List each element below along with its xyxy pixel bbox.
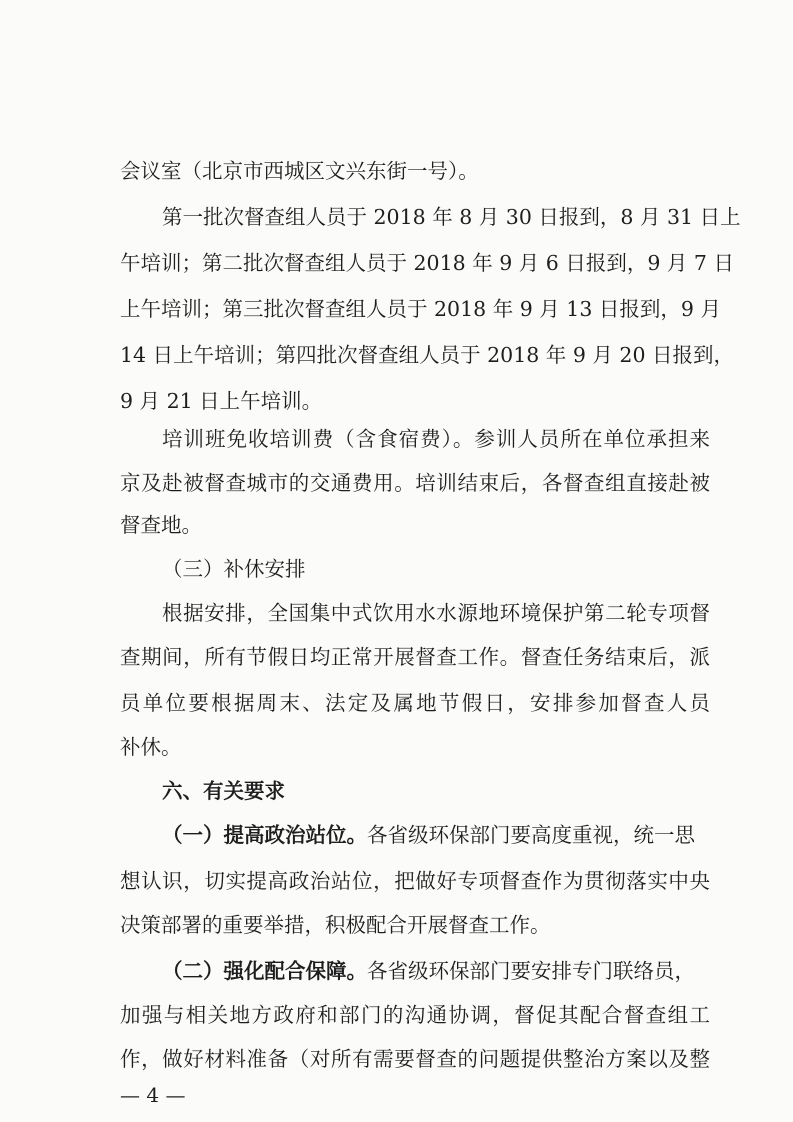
paragraph-line: 作，做好材料准备（对所有需要督查的问题提供整治方案以及整 — [120, 1047, 710, 1071]
paragraph-line: 想认识，切实提高政治站位，把做好专项督查作为贯彻落实中央 — [120, 869, 710, 893]
paragraph-line: 根据安排，全国集中式饮用水水源地环境保护第二轮专项督 — [162, 601, 710, 625]
paragraph-line: 员单位要根据周末、法定及属地节假日，安排参加督查人员 — [120, 691, 710, 715]
page-number: — 4 — — [120, 1083, 186, 1107]
section-subheading: （三）补休安排 — [162, 557, 306, 581]
paragraph-line: 9 月 21 日上午培训。 — [120, 389, 323, 413]
section-heading: 六、有关要求 — [162, 779, 285, 803]
paragraph-line: 京及赴被督查城市的交通费用。培训结束后，各督查组直接赴被 — [120, 471, 710, 495]
bold-lead: （一）提高政治站位。 — [162, 823, 367, 847]
paragraph-line: 14 日上午培训；第四批次督查组人员于 2018 年 9 月 20 日报到， — [120, 343, 734, 367]
paragraph-line: 上午培训；第三批次督查组人员于 2018 年 9 月 13 日报到，9 月 — [120, 297, 721, 321]
paragraph-line: 会议室（北京市西城区文兴东街一号）。 — [120, 159, 479, 183]
paragraph-line — [162, 820, 710, 850]
paragraph-line: 加强与相关地方政府和部门的沟通协调，督促其配合督查组工 — [120, 1003, 710, 1027]
paragraph-line: 补休。 — [120, 735, 182, 759]
line-text: 各省级环保部门要安排专门联络员， — [367, 959, 695, 983]
paragraph-line — [162, 956, 710, 986]
line-text: 各省级环保部门要高度重视，统一思 — [367, 823, 695, 847]
paragraph-line: 督查地。 — [120, 513, 202, 537]
paragraph-line: 查期间，所有节假日均正常开展督查工作。督查任务结束后，派 — [120, 645, 710, 669]
bold-lead: （二）强化配合保障。 — [162, 959, 367, 983]
paragraph-line: 培训班免收培训费（含食宿费）。参训人员所在单位承担来 — [162, 427, 710, 451]
paragraph-line: 第一批次督查组人员于 2018 年 8 月 30 日报到，8 月 31 日上 — [162, 205, 741, 229]
paragraph-line: 决策部署的重要举措，积极配合开展督查工作。 — [120, 913, 551, 937]
paragraph-line: 午培训；第二批次督查组人员于 2018 年 9 月 6 日报到，9 月 7 日 — [120, 251, 734, 275]
